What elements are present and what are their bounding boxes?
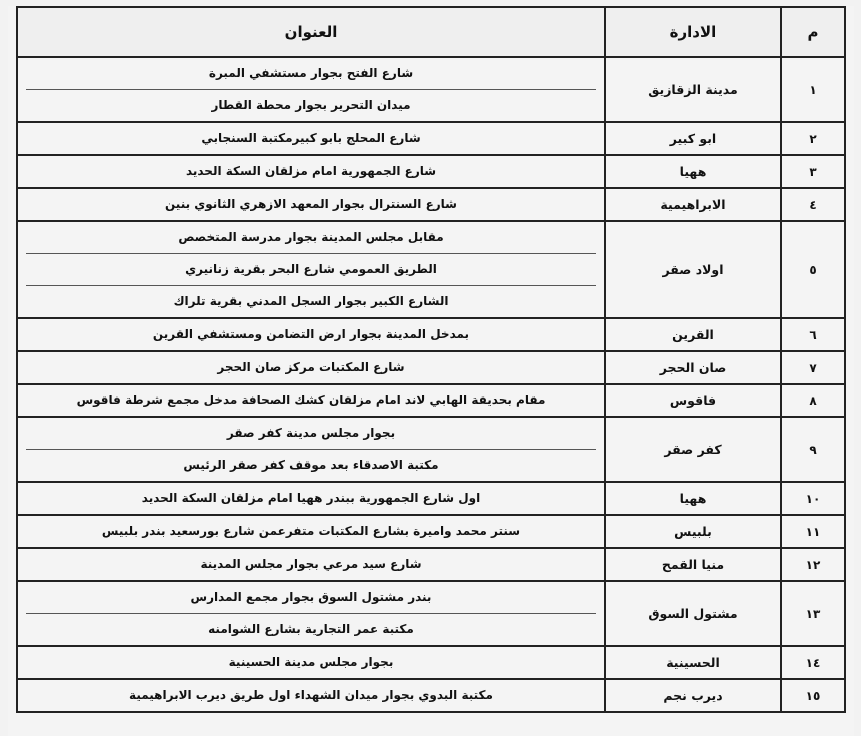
table-row: [17, 155, 845, 188]
address-cell: [17, 384, 605, 417]
address-cell: [17, 417, 605, 482]
table-row: [17, 384, 845, 417]
administration-cell: فاقوس: [605, 384, 781, 417]
address-line: الشارع الكبير بجوار السجل المدني بقرية تلراك: [26, 285, 596, 317]
row-number: ١٤: [781, 646, 845, 679]
administration-cell: ههيا: [605, 155, 781, 188]
administration-cell: القرين: [605, 318, 781, 351]
table-row: [17, 122, 845, 155]
table-row: [17, 221, 845, 318]
address-line: مقام بحديقة الهابي لاند امام مزلقان كشك الصحافة مدخل مجمع شرطة فاقوس: [76, 393, 546, 407]
table-row: [17, 482, 845, 515]
address-line: شارع المحلج بابو كبيرمكتبة السنجابي: [201, 131, 421, 145]
address-cell: [17, 515, 605, 548]
administration-cell: مشتول السوق: [605, 581, 781, 646]
row-number: ٥: [781, 221, 845, 318]
row-number: ٧: [781, 351, 845, 384]
table-row: [17, 581, 845, 646]
address-line: مقابل مجلس المدينة بجوار مدرسة المتخصص: [178, 230, 444, 244]
address-line: شارع الفتح بجوار مستشفي المبرة: [208, 66, 414, 80]
address-cell: [17, 221, 605, 318]
administration-cell: ابو كبير: [605, 122, 781, 155]
row-number: ١٣: [781, 581, 845, 646]
address-line: شارع سيد مرعي بجوار مجلس المدينة: [200, 557, 422, 571]
table-row: [17, 57, 845, 122]
address-cell: [17, 646, 605, 679]
table-row: [17, 515, 845, 548]
address-line: مكتبة البدوي بجوار ميدان الشهداء اول طريق ديرب الابراهيمية: [129, 688, 493, 702]
address-line: شارع المكتبات مركز صان الحجر: [217, 360, 405, 374]
address-cell: [17, 482, 605, 515]
row-number: ٤: [781, 188, 845, 221]
address-cell: [17, 548, 605, 581]
administration-cell: اولاد صقر: [605, 221, 781, 318]
address-line: بمدخل المدينة بجوار ارض التضامن ومستشفي القرين: [152, 327, 470, 341]
locations-table: [16, 6, 846, 713]
administration-cell: بلبيس: [605, 515, 781, 548]
administration-cell: ههيا: [605, 482, 781, 515]
table-row: [17, 188, 845, 221]
header-number: م: [781, 7, 845, 57]
address-line: ميدان التحرير بجوار محطة القطار: [26, 89, 596, 121]
header-administration: الادارة: [605, 7, 781, 57]
table-row: [17, 679, 845, 712]
address-cell: [17, 318, 605, 351]
address-cell: [17, 351, 605, 384]
address-cell: [17, 679, 605, 712]
table-header-row: [17, 7, 845, 57]
administration-cell: مدينة الزقازيق: [605, 57, 781, 122]
administration-cell: الحسينية: [605, 646, 781, 679]
table-body: [17, 57, 845, 712]
administration-cell: صان الحجر: [605, 351, 781, 384]
address-line: اول شارع الجمهورية ببندر ههيا امام مزلقان السكة الحديد: [141, 491, 481, 505]
address-cell: [17, 57, 605, 122]
address-line: شارع الجمهورية امام مزلقان السكة الحديد: [185, 164, 437, 178]
table-row: [17, 318, 845, 351]
row-number: ١: [781, 57, 845, 122]
row-number: ١١: [781, 515, 845, 548]
row-number: ٣: [781, 155, 845, 188]
administration-cell: الابراهيمية: [605, 188, 781, 221]
table-row: [17, 646, 845, 679]
address-line: مكتبة عمر التجارية بشارع الشوامنه: [26, 613, 596, 645]
address-line: الطريق العمومي شارع البحر بقرية زنانيري: [26, 253, 596, 285]
address-cell: [17, 122, 605, 155]
address-cell: [17, 188, 605, 221]
address-line: بجوار مجلس مدينة كفر صقر: [226, 426, 396, 440]
administration-cell: منيا القمح: [605, 548, 781, 581]
row-number: ٨: [781, 384, 845, 417]
address-line: سنتر محمد واميرة بشارع المكتبات متفرعمن شارع بورسعيد بندر بلبيس: [101, 524, 521, 538]
row-number: ٩: [781, 417, 845, 482]
address-line: بندر مشتول السوق بجوار مجمع المدارس: [190, 590, 432, 604]
administration-cell: كفر صقر: [605, 417, 781, 482]
administration-cell: ديرب نجم: [605, 679, 781, 712]
table-row: [17, 351, 845, 384]
address-cell: [17, 581, 605, 646]
address-cell: [17, 155, 605, 188]
document-page: [8, 6, 854, 736]
row-number: ١٠: [781, 482, 845, 515]
address-line: بجوار مجلس مدينة الحسينية: [228, 655, 394, 669]
row-number: ٦: [781, 318, 845, 351]
address-line: شارع السنترال بجوار المعهد الازهري الثانوي بنين: [165, 197, 457, 211]
header-address: العنوان: [17, 7, 605, 57]
table-row: [17, 548, 845, 581]
row-number: ٢: [781, 122, 845, 155]
row-number: ١٥: [781, 679, 845, 712]
table-row: [17, 417, 845, 482]
row-number: ١٢: [781, 548, 845, 581]
address-line: مكتبة الاصدقاء بعد موقف كفر صقر الرئيس: [26, 449, 596, 481]
